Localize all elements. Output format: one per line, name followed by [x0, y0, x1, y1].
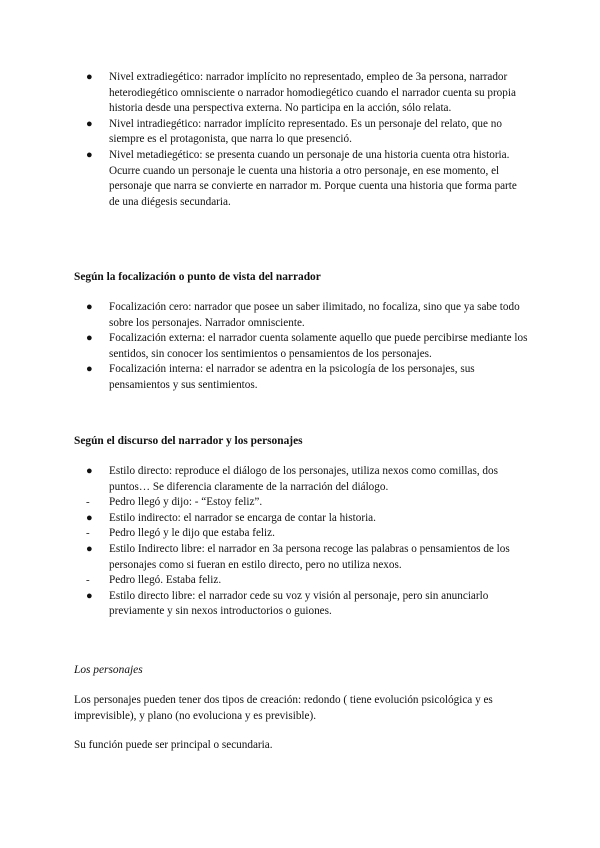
- list-item-text: Estilo Indirecto libre: el narrador en 3a persona recoge las palabras o pensamientos de los personajes como si fueran en estilo directo, pero no utiliza nexos.: [109, 542, 510, 571]
- bullet-marker: ●: [86, 71, 93, 83]
- list-item: [0, 542, 600, 573]
- discourse-heading: Según el discurso del narrador y los personajes: [74, 435, 303, 447]
- list-item: [0, 148, 600, 210]
- bullet-marker: ●: [86, 117, 93, 130]
- list-item-text: Estilo directo libre: el narrador cede su voz y visión al personaje, pero sin anunciarlo previamente y sin nexos introductorios o guiones.: [109, 589, 489, 618]
- characters-function-paragraph: Su función puede ser principal o secundaria.: [74, 739, 273, 751]
- list-item-text: Focalización cero: narrador que posee un saber ilimitado, no focaliza, sino que ya sabe todo sobre los personajes. Narrador omnisciente.: [109, 301, 520, 329]
- dash-marker: -: [86, 527, 90, 540]
- list-item-text: Pedro llegó y le dijo que estaba feliz.: [109, 527, 275, 540]
- bullet-marker: ●: [86, 589, 93, 602]
- dash-marker: -: [86, 574, 90, 587]
- bullet-marker: ●: [86, 511, 93, 524]
- list-item-text: Pedro llegó. Estaba feliz.: [109, 574, 222, 587]
- list-item: [0, 464, 600, 495]
- bullet-marker: ●: [86, 465, 93, 477]
- list-item: [0, 589, 600, 620]
- characters-subtitle: Los personajes: [74, 664, 143, 676]
- bullet-marker: ●: [86, 363, 93, 376]
- list-item: [0, 70, 600, 117]
- list-item-text: Pedro llegó y dijo: - “Estoy feliz”.: [109, 496, 263, 509]
- list-item: [0, 117, 600, 148]
- bullet-marker: ●: [86, 301, 93, 313]
- list-item-text: Nivel extradiegético: narrador implícito no representado, empleo de 3a persona, narrador heterodiegético omnisciente o narrador homodiegético cuando el narrador cuenta su propia historia desde una perspectiva externa. No participa en la acción, sólo relata.: [109, 71, 516, 115]
- list-item: [0, 362, 600, 393]
- narrator-levels-list: [0, 70, 600, 210]
- list-item: [0, 526, 600, 542]
- bullet-marker: ●: [86, 542, 93, 555]
- dash-marker: -: [86, 496, 90, 509]
- list-item-text: Focalización externa: el narrador cuenta solamente aquello que puede percibirse mediante los sentidos, sin conocer los sentimientos o pensamientos de los personajes.: [109, 332, 528, 360]
- list-item-text: Nivel metadiegético: se presenta cuando un personaje de una historia cuenta otra historia. Ocurre cuando un personaje le cuenta una historia a otro personaje, en ese momento, el personaje que narra se convierte en narrador m. Porque cuenta una historia que forma parte de una diégesis secundaria.: [109, 148, 517, 208]
- bullet-marker: ●: [86, 148, 93, 161]
- list-item: [0, 495, 600, 511]
- list-item-text: Focalización interna: el narrador se adentra en la psicología de los personajes, sus pensamientos y sus sentimientos.: [109, 363, 475, 391]
- list-item-text: Estilo indirecto: el narrador se encarga de contar la historia.: [109, 511, 376, 524]
- list-item: [0, 300, 600, 331]
- focalization-heading: Según la focalización o punto de vista del narrador: [74, 271, 321, 283]
- list-item: [0, 573, 600, 589]
- list-item-text: Estilo directo: reproduce el diálogo de los personajes, utiliza nexos como comillas, dos puntos… Se diferencia claramente de la narración del diálogo.: [109, 465, 498, 493]
- list-item: [0, 511, 600, 527]
- focalization-list: [0, 300, 600, 394]
- list-item: [0, 331, 600, 362]
- discourse-list: [0, 464, 600, 620]
- list-item-text: Nivel intradiegético: narrador implícito representado. Es un personaje del relato, que no siempre es el protagonista, que narra lo que presenció.: [109, 117, 502, 146]
- characters-paragraph: Los personajes pueden tener dos tipos de creación: redondo ( tiene evolución psicológica y es imprevisible), y plano (no evoluciona y es previsible).: [74, 694, 493, 722]
- bullet-marker: ●: [86, 332, 93, 345]
